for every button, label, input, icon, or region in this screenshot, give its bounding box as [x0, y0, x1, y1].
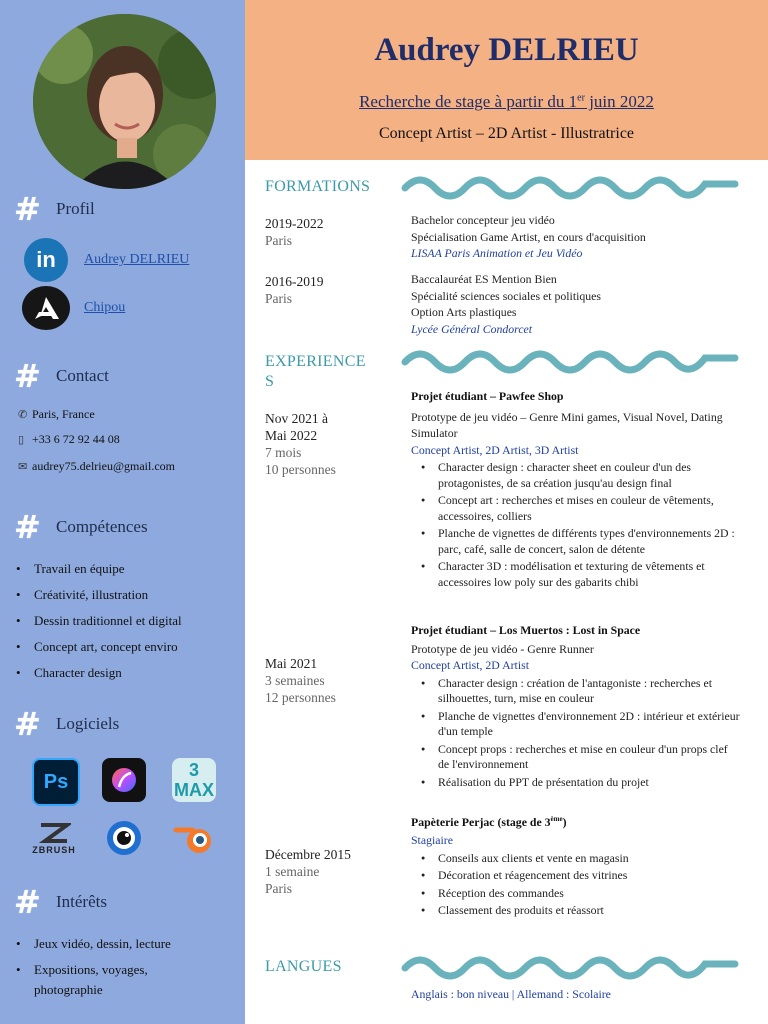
- experience-date: Décembre 2015: [265, 847, 351, 862]
- list-item: ● Planche de vignettes d'environnement 2D : intérieur et extérieur d'un temple: [411, 709, 741, 740]
- formation-line: Baccalauréat ES Mention Bien: [411, 272, 557, 286]
- experience-team: 10 personnes: [265, 462, 336, 477]
- list-item: ● Character design : création de l'antagoniste : recherches et silhouettes, turn, mise en couleur: [411, 676, 741, 707]
- contact-email: [18, 459, 175, 474]
- list-item: ● Character design : character sheet en couleur d'un des protagonistes, de sa création jusqu'au design final: [411, 460, 741, 491]
- search-prefix: Recherche de stage à partir du 1: [359, 92, 578, 111]
- linkedin-row: [24, 238, 189, 282]
- project-description: Prototype de jeu vidéo – Genre Mini games, Visual Novel, Dating Simulator: [411, 409, 723, 440]
- section-title: Logiciels: [56, 714, 120, 733]
- experience-date: Mai 2021: [265, 656, 318, 671]
- 3dsmax-label: 3 MAX: [174, 760, 214, 800]
- project-title: Projet étudiant – Pawfee Shop: [411, 389, 564, 403]
- experience-duration: 3 semaines: [265, 673, 325, 688]
- experience-bullets: [411, 851, 741, 919]
- 3dsmax-icon: [172, 758, 216, 802]
- formation-school: LISAA Paris Animation et Jeu Vidéo: [411, 246, 583, 260]
- header: [245, 0, 768, 160]
- list-item: ● Conseils aux clients et vente en magasin: [411, 851, 741, 867]
- email-text[interactable]: audrey75.delrieu@gmail.com: [32, 459, 176, 473]
- contact-location: [18, 407, 95, 422]
- hashtag-icon: #: [14, 705, 41, 743]
- experience-date-1: [265, 410, 336, 478]
- artstation-row: [22, 286, 125, 330]
- experience-title: [265, 352, 366, 392]
- formation-place: Paris: [265, 233, 292, 248]
- langues-title: LANGUES: [265, 958, 342, 975]
- photoshop-icon: Ps: [32, 758, 80, 806]
- internship-search: [245, 92, 768, 112]
- zbrush-label: ZBRUSH: [32, 845, 76, 855]
- sidebar: [0, 0, 245, 1024]
- search-sup: er: [577, 92, 585, 104]
- blender-icon: [172, 816, 216, 860]
- list-item: • Character design: [16, 660, 182, 686]
- section-profil: [14, 190, 95, 228]
- linkedin-link[interactable]: Audrey DELRIEU: [84, 252, 190, 267]
- search-suffix: juin 2022: [584, 92, 654, 111]
- project-description: Prototype de jeu vidéo - Genre Runner: [411, 641, 594, 656]
- experience-team: 12 personnes: [265, 690, 336, 705]
- experience-date: Nov 2021 à: [265, 411, 328, 426]
- skills-list: [16, 556, 182, 686]
- list-item: ● Concept props : recherches et mise en couleur d'un props clef de l'environnement: [411, 742, 741, 773]
- artstation-icon[interactable]: [22, 286, 70, 330]
- list-item: ● Réception des commandes: [411, 886, 741, 902]
- experience-bullets: [411, 460, 741, 590]
- experience-duration: 7 mois: [265, 445, 302, 460]
- brush-wave-icon: [400, 950, 740, 980]
- hashtag-icon: #: [14, 883, 41, 921]
- list-item: • Travail en équipe: [16, 556, 182, 582]
- experience-duration: 1 semaine: [265, 864, 320, 879]
- experience-date: Mai 2022: [265, 428, 318, 443]
- formation-line: Option Arts plastiques: [411, 305, 517, 319]
- section-title: Profil: [56, 199, 95, 218]
- formation-line: Bachelor concepteur jeu vidéo: [411, 213, 555, 227]
- list-item: ● Concept art : recherches et mises en couleur de vêtements, accessoires, colliers: [411, 493, 741, 524]
- experience-desc-3: [411, 811, 741, 921]
- project-title: Projet étudiant – Los Muertos : Lost in Space: [411, 623, 641, 637]
- experience-bullets: [411, 676, 741, 791]
- list-item: ● Planche de vignettes de différents types d'environnements 2D : parc, café, salle de concert, salon de détente: [411, 526, 741, 557]
- section-title: Intérêts: [56, 892, 107, 911]
- zbrush-icon: [26, 816, 82, 860]
- section-interets: [14, 883, 107, 921]
- profile-photo: [33, 14, 216, 189]
- formation-date: 2016-2019: [265, 274, 324, 289]
- list-item: • Dessin traditionnel et digital: [16, 608, 182, 634]
- hashtag-icon: #: [14, 357, 41, 395]
- list-item: ● Décoration et réagencement des vitrines: [411, 868, 741, 884]
- experience-desc-2: [411, 622, 741, 792]
- formation-desc-1: [411, 212, 741, 262]
- project-title: [411, 811, 741, 830]
- formations-title: FORMATIONS: [265, 178, 371, 195]
- list-item: • Jeux vidéo, dessin, lecture: [16, 934, 216, 954]
- experience-title-line: S: [265, 373, 275, 390]
- project-role: Stagiaire: [411, 833, 453, 848]
- formation-desc-2: [411, 271, 741, 337]
- section-title: Contact: [56, 366, 109, 385]
- location-icon: ✆: [18, 409, 28, 421]
- formation-line: Spécialité sciences sociales et politiques: [411, 288, 602, 303]
- location-text: Paris, France: [32, 407, 95, 421]
- project-title-text: Papèterie Perjac (stage de 3: [411, 814, 551, 829]
- section-title: Compétences: [56, 517, 148, 536]
- project-role: Concept Artist, 2D Artist: [411, 658, 529, 672]
- procreate-icon: [102, 758, 146, 802]
- mail-icon: ✉: [18, 461, 28, 473]
- keyshot-icon: [102, 816, 146, 860]
- brush-wave-icon: [400, 344, 740, 374]
- formation-date: 2019-2022: [265, 216, 324, 231]
- formation-date-1: [265, 215, 324, 249]
- brush-wave-icon: [400, 170, 740, 200]
- phone-text[interactable]: +33 6 72 92 44 08: [32, 432, 120, 446]
- list-item: • Concept art, concept enviro: [16, 634, 182, 660]
- linkedin-icon[interactable]: in: [24, 238, 68, 282]
- list-item: ● Classement des produits et réassort: [411, 903, 741, 919]
- section-logiciels: [14, 705, 120, 743]
- page-title: Audrey DELRIEU: [374, 32, 639, 68]
- artstation-link[interactable]: Chipou: [84, 300, 126, 315]
- experience-date-3: [265, 846, 351, 897]
- formation-school: Lycée Général Condorcet: [411, 321, 533, 336]
- experience-title-line: EXPERIENCE: [265, 353, 366, 370]
- formation-date-2: [265, 273, 324, 307]
- contact-phone: [18, 432, 120, 447]
- project-title-suffix: ): [562, 814, 567, 829]
- list-item: ● Character 3D : modélisation et texturing de vêtements et accessoires low poly sur des gabarits chibi: [411, 559, 741, 590]
- experience-desc-1: [411, 388, 741, 592]
- section-contact: [14, 357, 109, 395]
- experience-place: Paris: [265, 881, 292, 896]
- project-role: Concept Artist, 2D Artist, 3D Artist: [411, 442, 579, 457]
- interests-list: [16, 934, 216, 1000]
- project-title-sup: ème: [550, 815, 563, 823]
- hashtag-icon: #: [14, 190, 41, 228]
- languages-text: Anglais : bon niveau | Allemand : Scolaire: [411, 987, 611, 1001]
- formation-line: Spécialisation Game Artist, en cours d'acquisition: [411, 229, 646, 244]
- list-item: • Expositions, voyages, photographie: [16, 960, 216, 1000]
- phone-icon: ▯: [18, 434, 25, 446]
- list-item: ● Réalisation du PPT de présentation du projet: [411, 775, 741, 791]
- roles-subtitle: Concept Artist – 2D Artist - Illustratrice: [378, 125, 635, 142]
- hashtag-icon: #: [14, 508, 41, 546]
- formation-place: Paris: [265, 291, 292, 306]
- section-competences: [14, 508, 148, 546]
- list-item: • Créativité, illustration: [16, 582, 182, 608]
- experience-date-2: [265, 655, 336, 706]
